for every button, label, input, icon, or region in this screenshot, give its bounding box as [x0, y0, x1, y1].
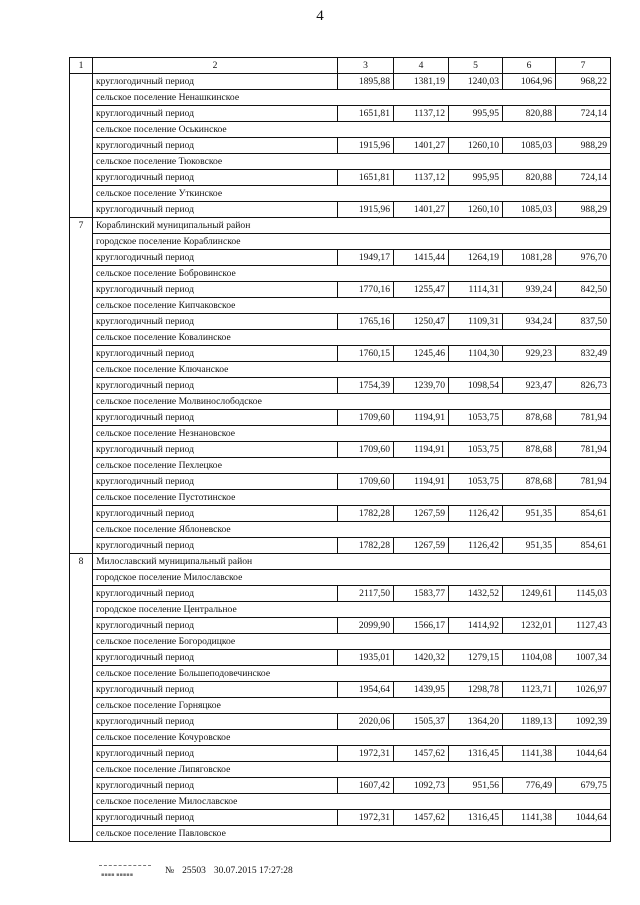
period-label: круглогодичный период — [93, 74, 338, 90]
table-row — [70, 250, 611, 266]
value-cell: 1401,27 — [394, 138, 449, 154]
value-cell: 1053,75 — [449, 442, 503, 458]
period-label: круглогодичный период — [93, 650, 338, 666]
value-cell: 1316,45 — [449, 746, 503, 762]
value-cell: 939,24 — [503, 282, 556, 298]
table-row — [70, 650, 611, 666]
settlement-row — [70, 730, 611, 746]
period-label: круглогодичный период — [93, 410, 338, 426]
table-row — [70, 378, 611, 394]
empty-cell — [338, 554, 394, 570]
value-cell: 1127,43 — [556, 618, 611, 634]
value-cell: 1194,91 — [394, 442, 449, 458]
value-cell: 1760,15 — [338, 346, 394, 362]
value-cell: 1249,61 — [503, 586, 556, 602]
period-label: круглогодичный период — [93, 714, 338, 730]
value-cell: 1279,15 — [449, 650, 503, 666]
value-cell: 820,88 — [503, 106, 556, 122]
value-cell: 878,68 — [503, 442, 556, 458]
header-col-3: 3 — [338, 58, 394, 74]
period-label: круглогодичный период — [93, 474, 338, 490]
empty-cell — [394, 554, 449, 570]
value-cell: 1770,16 — [338, 282, 394, 298]
value-cell: 1420,32 — [394, 650, 449, 666]
value-cell: 1255,47 — [394, 282, 449, 298]
value-cell: 1782,28 — [338, 538, 394, 554]
empty-cell — [449, 554, 503, 570]
header-col-2: 2 — [93, 58, 338, 74]
settlement-row — [70, 362, 611, 378]
value-cell: 842,50 — [556, 282, 611, 298]
settlement-name: сельское поселение Яблоневское — [93, 522, 611, 538]
value-cell: 826,73 — [556, 378, 611, 394]
settlement-name: сельское поселение Милославское — [93, 794, 611, 810]
value-cell: 2117,50 — [338, 586, 394, 602]
period-label: круглогодичный период — [93, 346, 338, 362]
value-cell: 951,56 — [449, 778, 503, 794]
value-cell: 968,22 — [556, 74, 611, 90]
value-cell: 988,29 — [556, 202, 611, 218]
value-cell: 1109,31 — [449, 314, 503, 330]
district-name: Кораблинский муниципальный район — [93, 218, 338, 234]
empty-cell — [394, 218, 449, 234]
settlement-name: сельское поселение Ключанское — [93, 362, 611, 378]
settlement-name: сельское поселение Ковалинское — [93, 330, 611, 346]
settlement-row — [70, 266, 611, 282]
period-label: круглогодичный период — [93, 378, 338, 394]
value-cell: 1092,73 — [394, 778, 449, 794]
value-cell: 1104,08 — [503, 650, 556, 666]
number-sign: № — [165, 866, 175, 876]
period-label: круглогодичный период — [93, 202, 338, 218]
settlement-name: сельское поселение Павловское — [93, 826, 611, 842]
value-cell: 1782,28 — [338, 506, 394, 522]
table-row — [70, 746, 611, 762]
table-row — [70, 202, 611, 218]
value-cell: 781,94 — [556, 410, 611, 426]
settlement-name: сельское поселение Горняцкое — [93, 698, 611, 714]
value-cell: 781,94 — [556, 442, 611, 458]
value-cell: 781,94 — [556, 474, 611, 490]
district-name: Милославский муниципальный район — [93, 554, 338, 570]
value-cell: 1026,97 — [556, 682, 611, 698]
header-col-5: 5 — [449, 58, 503, 74]
value-cell: 1709,60 — [338, 410, 394, 426]
value-cell: 1915,96 — [338, 138, 394, 154]
settlement-row — [70, 154, 611, 170]
value-cell: 1044,64 — [556, 746, 611, 762]
value-cell: 1364,20 — [449, 714, 503, 730]
settlement-row — [70, 762, 611, 778]
settlement-name: сельское поселение Пустотинское — [93, 490, 611, 506]
period-label: круглогодичный период — [93, 506, 338, 522]
settlement-name: сельское поселение Ненашкинское — [93, 90, 611, 106]
value-cell: 832,49 — [556, 346, 611, 362]
table-row — [70, 346, 611, 362]
value-cell: 1081,28 — [503, 250, 556, 266]
value-cell: 1414,92 — [449, 618, 503, 634]
value-cell: 1949,17 — [338, 250, 394, 266]
table-row — [70, 106, 611, 122]
value-cell: 951,35 — [503, 538, 556, 554]
empty-cell — [503, 554, 556, 570]
value-cell: 679,75 — [556, 778, 611, 794]
header-col-4: 4 — [394, 58, 449, 74]
settlement-row — [70, 394, 611, 410]
settlement-name: сельское поселение Молвинослободское — [93, 394, 611, 410]
value-cell: 1114,31 — [449, 282, 503, 298]
settlement-name: сельское поселение Уткинское — [93, 186, 611, 202]
header-col-6: 6 — [503, 58, 556, 74]
value-cell: 1566,17 — [394, 618, 449, 634]
value-cell: 1316,45 — [449, 810, 503, 826]
value-cell: 1007,34 — [556, 650, 611, 666]
period-label: круглогодичный период — [93, 250, 338, 266]
settlement-row — [70, 602, 611, 618]
period-label: круглогодичный период — [93, 810, 338, 826]
settlement-name: городское поселение Центральное — [93, 602, 611, 618]
value-cell: 995,95 — [449, 106, 503, 122]
empty-cell — [503, 218, 556, 234]
settlement-row — [70, 490, 611, 506]
settlement-name: сельское поселение Богородицкое — [93, 634, 611, 650]
value-cell: 1260,10 — [449, 202, 503, 218]
value-cell: 1895,88 — [338, 74, 394, 90]
value-cell: 1250,47 — [394, 314, 449, 330]
period-label: круглогодичный период — [93, 106, 338, 122]
value-cell: 1935,01 — [338, 650, 394, 666]
row-index: 7 — [70, 218, 93, 554]
value-cell: 878,68 — [503, 410, 556, 426]
value-cell: 951,35 — [503, 506, 556, 522]
settlement-row — [70, 458, 611, 474]
period-label: круглогодичный период — [93, 442, 338, 458]
period-label: круглогодичный период — [93, 682, 338, 698]
value-cell: 1044,64 — [556, 810, 611, 826]
value-cell: 1432,52 — [449, 586, 503, 602]
district-row — [70, 554, 611, 570]
value-cell: 1439,95 — [394, 682, 449, 698]
table-row — [70, 682, 611, 698]
table-row — [70, 618, 611, 634]
table-row — [70, 586, 611, 602]
settlement-row — [70, 122, 611, 138]
value-cell: 854,61 — [556, 506, 611, 522]
page-number: 4 — [316, 8, 324, 24]
header-row — [70, 58, 611, 74]
settlement-row — [70, 826, 611, 842]
value-cell: 1098,54 — [449, 378, 503, 394]
value-cell: 1381,19 — [394, 74, 449, 90]
settlement-row — [70, 634, 611, 650]
value-cell: 1145,03 — [556, 586, 611, 602]
value-cell: 988,29 — [556, 138, 611, 154]
settlement-name: городское поселение Кораблинское — [93, 234, 611, 250]
header-col-1: 1 — [70, 58, 93, 74]
value-cell: 1264,19 — [449, 250, 503, 266]
value-cell: 1401,27 — [394, 202, 449, 218]
value-cell: 923,47 — [503, 378, 556, 394]
value-cell: 854,61 — [556, 538, 611, 554]
table-row — [70, 410, 611, 426]
settlement-name: сельское поселение Тюковское — [93, 154, 611, 170]
value-cell: 1053,75 — [449, 410, 503, 426]
value-cell: 1754,39 — [338, 378, 394, 394]
header-col-7: 7 — [556, 58, 611, 74]
settlement-name: сельское поселение Кочуровское — [93, 730, 611, 746]
settlement-name: городское поселение Милославское — [93, 570, 611, 586]
settlement-row — [70, 426, 611, 442]
value-cell: 1457,62 — [394, 746, 449, 762]
tariff-table — [69, 57, 611, 842]
table-row — [70, 170, 611, 186]
settlement-row — [70, 698, 611, 714]
period-label: круглогодичный период — [93, 282, 338, 298]
value-cell: 1104,30 — [449, 346, 503, 362]
settlement-row — [70, 186, 611, 202]
empty-cell — [338, 218, 394, 234]
value-cell: 1126,42 — [449, 538, 503, 554]
value-cell: 995,95 — [449, 170, 503, 186]
value-cell: 976,70 — [556, 250, 611, 266]
value-cell: 1123,71 — [503, 682, 556, 698]
value-cell: 878,68 — [503, 474, 556, 490]
value-cell: 934,24 — [503, 314, 556, 330]
value-cell: 1240,03 — [449, 74, 503, 90]
value-cell: 1137,12 — [394, 170, 449, 186]
value-cell: 1126,42 — [449, 506, 503, 522]
value-cell: 1194,91 — [394, 474, 449, 490]
empty-cell — [556, 218, 611, 234]
settlement-row — [70, 666, 611, 682]
value-cell: 1651,81 — [338, 170, 394, 186]
table-row — [70, 314, 611, 330]
value-cell: 1085,03 — [503, 202, 556, 218]
value-cell: 1709,60 — [338, 442, 394, 458]
value-cell: 929,23 — [503, 346, 556, 362]
table-row — [70, 810, 611, 826]
settlement-row — [70, 570, 611, 586]
settlement-row — [70, 234, 611, 250]
settlement-name: сельское поселение Незнановское — [93, 426, 611, 442]
row-index: 8 — [70, 554, 93, 842]
value-cell: 1607,42 — [338, 778, 394, 794]
value-cell: 1765,16 — [338, 314, 394, 330]
table-row — [70, 538, 611, 554]
settlement-row — [70, 90, 611, 106]
value-cell: 1972,31 — [338, 746, 394, 762]
period-label: круглогодичный период — [93, 618, 338, 634]
settlement-name: сельское поселение Большеподовечинское — [93, 666, 611, 682]
value-cell: 1092,39 — [556, 714, 611, 730]
value-cell: 1954,64 — [338, 682, 394, 698]
table-row — [70, 778, 611, 794]
value-cell: 2020,06 — [338, 714, 394, 730]
value-cell: 1298,78 — [449, 682, 503, 698]
value-cell: 1651,81 — [338, 106, 394, 122]
table-row — [70, 714, 611, 730]
period-label: круглогодичный период — [93, 746, 338, 762]
row-index — [70, 74, 93, 218]
value-cell: 1194,91 — [394, 410, 449, 426]
settlement-row — [70, 330, 611, 346]
table-row — [70, 282, 611, 298]
period-label: круглогодичный период — [93, 314, 338, 330]
settlement-name: сельское поселение Кипчаковское — [93, 298, 611, 314]
value-cell: 837,50 — [556, 314, 611, 330]
value-cell: 1245,46 — [394, 346, 449, 362]
settlement-name: сельское поселение Бобровинское — [93, 266, 611, 282]
table-row — [70, 506, 611, 522]
value-cell: 1915,96 — [338, 202, 394, 218]
value-cell: 1267,59 — [394, 506, 449, 522]
value-cell: 1239,70 — [394, 378, 449, 394]
table-row — [70, 138, 611, 154]
value-cell: 1232,01 — [503, 618, 556, 634]
document-footer — [97, 862, 293, 880]
table-row — [70, 474, 611, 490]
value-cell: 1064,96 — [503, 74, 556, 90]
value-cell: 1085,03 — [503, 138, 556, 154]
settlement-name: сельское поселение Оськинское — [93, 122, 611, 138]
value-cell: 776,49 — [503, 778, 556, 794]
value-cell: 1141,38 — [503, 746, 556, 762]
value-cell: 1053,75 — [449, 474, 503, 490]
settlement-row — [70, 794, 611, 810]
period-label: круглогодичный период — [93, 138, 338, 154]
value-cell: 1141,38 — [503, 810, 556, 826]
value-cell: 1972,31 — [338, 810, 394, 826]
document-datetime: 30.07.2015 17:27:28 — [213, 866, 293, 876]
period-label: круглогодичный период — [93, 170, 338, 186]
value-cell: 1709,60 — [338, 474, 394, 490]
registration-stamp-icon: ▪▪▪▪ ▪▪▪▪▪ — [97, 862, 157, 880]
period-label: круглогодичный период — [93, 538, 338, 554]
period-label: круглогодичный период — [93, 586, 338, 602]
table-row — [70, 74, 611, 90]
value-cell: 1457,62 — [394, 810, 449, 826]
value-cell: 1505,37 — [394, 714, 449, 730]
value-cell: 2099,90 — [338, 618, 394, 634]
district-row — [70, 218, 611, 234]
value-cell: 724,14 — [556, 106, 611, 122]
table-row — [70, 442, 611, 458]
value-cell: 1415,44 — [394, 250, 449, 266]
value-cell: 724,14 — [556, 170, 611, 186]
value-cell: 1583,77 — [394, 586, 449, 602]
empty-cell — [556, 554, 611, 570]
value-cell: 820,88 — [503, 170, 556, 186]
period-label: круглогодичный период — [93, 778, 338, 794]
value-cell: 1137,12 — [394, 106, 449, 122]
settlement-row — [70, 522, 611, 538]
document-number: 25503 — [182, 866, 206, 876]
value-cell: 1260,10 — [449, 138, 503, 154]
value-cell: 1189,13 — [503, 714, 556, 730]
settlement-row — [70, 298, 611, 314]
settlement-name: сельское поселение Липяговское — [93, 762, 611, 778]
settlement-name: сельское поселение Пехлецкое — [93, 458, 611, 474]
empty-cell — [449, 218, 503, 234]
value-cell: 1267,59 — [394, 538, 449, 554]
